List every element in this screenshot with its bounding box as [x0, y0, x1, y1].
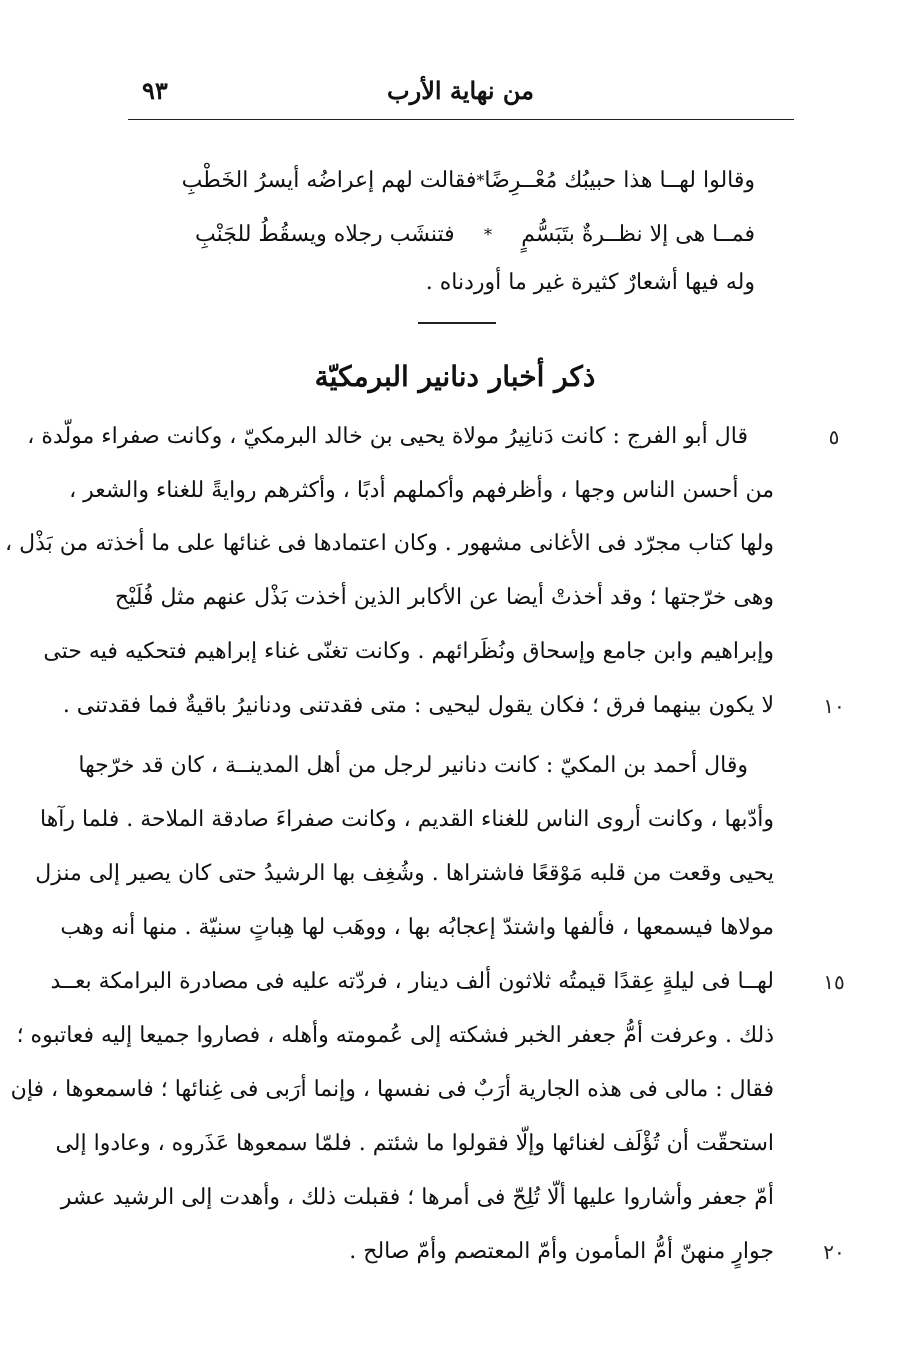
margin-line-number: ٥ [828, 425, 840, 449]
verse-line-2 [195, 214, 755, 254]
verse-hemistich-left: فقالت لهم إعراضُه أيسرُ الخَطْبِ [181, 167, 477, 193]
paragraph-line: وأدّبها ، وكانت أروى الناس للغناء القديم ، وكانت صفراءَ صادقة الملاحة . فلما رآها [39, 807, 774, 832]
paragraph-line: ذلك . وعرفت أمُّ جعفر الخبر فشكته إلى عُمومته وأهله ، فصاروا جميعا إليه فعاتبوه ؛ [16, 1023, 774, 1048]
paragraph-line: لا يكون بينهما فرق ؛ فكان يقول ليحيى : متى فقدتنى ودنانيرُ باقيةٌ فما فقدتنى . [62, 693, 774, 718]
margin-line-number: ١٥ [823, 970, 845, 994]
verse-note: وله فيها أشعارٌ كثيرة غير ما أوردناه . [425, 270, 755, 295]
running-title: من نهاية الأرب [387, 76, 534, 105]
verse-separator-star: * [483, 224, 492, 244]
verse-hemistich-right: وقالوا لهــا هذا حبيبُك مُعْــرِضًا [484, 167, 755, 193]
verse-hemistich-left: فتنشَب رجلاه ويسقُطُ للجَنْبِ [195, 221, 455, 247]
page-number: ٩٣ [142, 76, 168, 105]
margin-line-number: ١٠ [823, 694, 845, 718]
paragraph-line: وإبراهيم وابن جامع وإسحاق ونُظَرائهم . وكانت تغنّى غناء إبراهيم فتحكيه فيه حتى [43, 639, 774, 664]
verse-line-1 [181, 160, 755, 200]
paragraph-line: وهى خرّجتها ؛ وقد أخذتْ أيضا عن الأكابر الذين أخذت بَذْل عنهم مثل فُلَيْح [114, 585, 774, 610]
paragraph-line: قال أبو الفرج : كانت دَنانِيرُ مولاة يحيى بن خالد البرمكيّ ، وكانت صفراء مولّدة ، [27, 424, 748, 449]
paragraph-line: أمّ جعفر وأشاروا عليها ألّا تُلِحّ فى أمرها ؛ فقبلت ذلك ، وأهدت إلى الرشيد عشر [60, 1185, 774, 1210]
paragraph-line: استحقّت أن تُؤْلَف لغنائها وإلّا فقولوا ما شئتم . فلمّا سمعوها عَذَروه ، وعادوا إلى [55, 1131, 774, 1156]
paragraph-line: جوارٍ منهنّ أمُّ المأمون وأمّ المعتصم وأمّ صالح . [349, 1239, 774, 1264]
paragraph-line: وقال أحمد بن المكيّ : كانت دنانير لرجل من أهل المدينــة ، كان قد خرّجها [78, 753, 748, 778]
paragraph-line: ولها كتاب مجرّد فى الأغانى مشهور . وكان اعتمادها فى غنائها على ما أخذته من بَذْل ، [5, 531, 774, 556]
section-heading: ذكر أخبار دنانير البرمكيّة [314, 360, 596, 393]
paragraph-line: يحيى وقعت من قلبه مَوْقعًا فاشتراها . وشُغِف بها الرشيدُ حتى كان يصير إلى منزل [35, 861, 774, 886]
paragraph-line: فقال : مالى فى هذه الجارية أرَبٌ فى نفسها ، وإنما أرَبى فى غِنائها ؛ فاسمعوها ، فإن [10, 1077, 774, 1102]
running-header [128, 70, 794, 114]
margin-line-number: ٢٠ [823, 1240, 845, 1264]
verse-hemistich-right: فمــا هى إلا نظــرةٌ بتَبَسُّمٍ [521, 221, 755, 247]
paragraph-line: مولاها فيسمعها ، فألفها واشتدّ إعجابُه بها ، ووهَب لها هِباتٍ سنيّة . منها أنه وهب [60, 915, 774, 940]
paragraph-line: من أحسن الناس وجها ، وأظرفهم وأكملهم أدبًا ، وأكثرهم روايةً للغناء والشعر ، [69, 478, 774, 503]
header-rule [128, 119, 794, 120]
paragraph-line: لهــا فى ليلةٍ عِقدًا قيمتُه ثلاثون ألف دينار ، فردّته عليه فى مصادرة البرامكة بعــد [50, 969, 774, 994]
verse-separator-star: * [476, 170, 485, 190]
section-divider [418, 322, 496, 324]
